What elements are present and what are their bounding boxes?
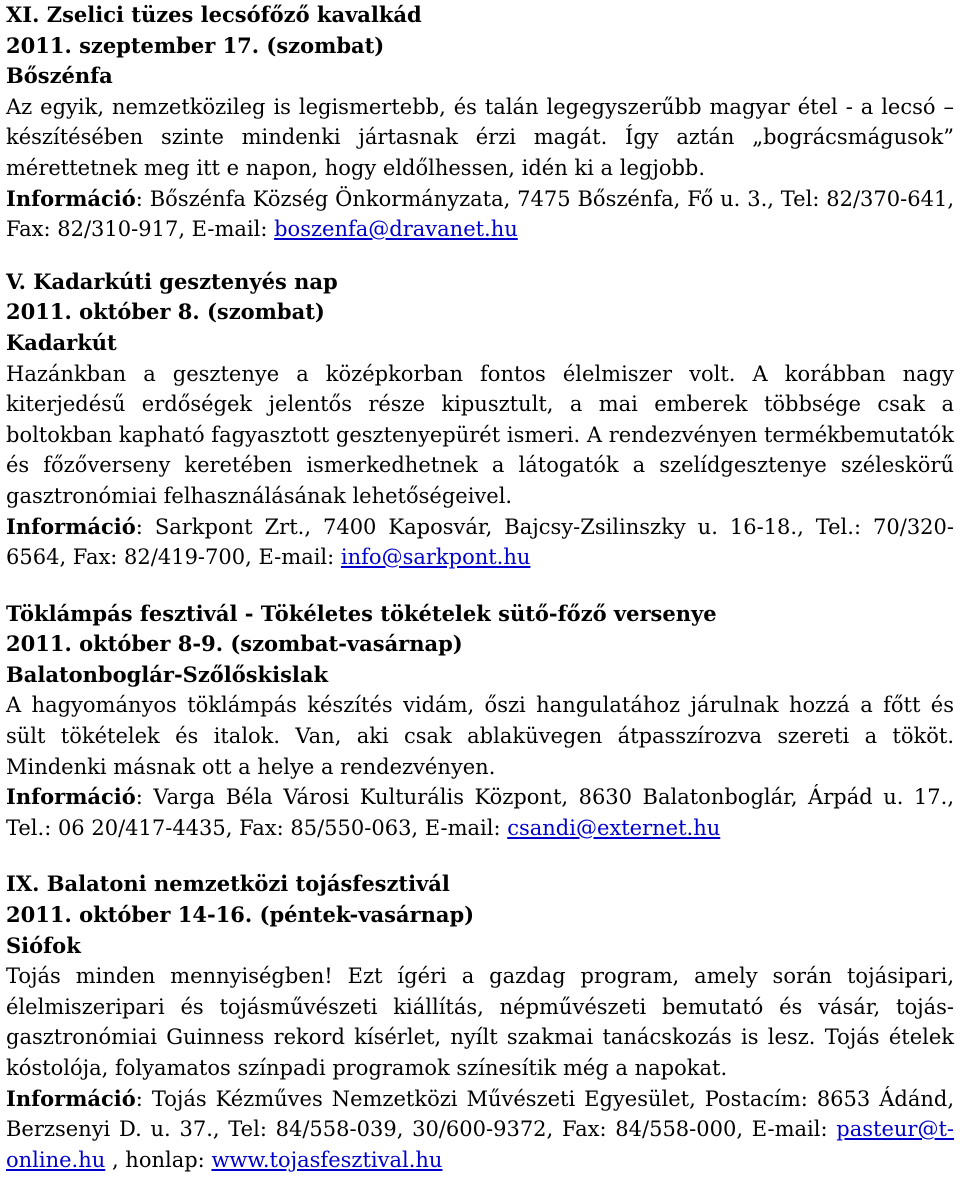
info-label: Információ — [6, 185, 136, 211]
info-label: Információ — [6, 1085, 136, 1111]
event-date: 2011. szeptember 17. (szombat) — [6, 32, 385, 58]
event-description: Az egyik, nemzetközileg is legismertebb, és talán legegyszerűbb magyar étel - a lecsó – készítésében szinte mindenki jártasnak érzi magát. Így aztán „bográcsmágusok” mérettetnek meg itt e napon, hogy eldőlhessen, idén ki a legjobb. — [6, 94, 954, 180]
homepage-link[interactable]: www.tojasfesztival.hu — [211, 1147, 443, 1172]
event-description: Tojás minden mennyiségben! Ezt ígéri a gazdag program, amely során tojásipari, élelmiszeripari és tojásművészeti kiállítás, népművészeti bemutató és vásár, tojás-gasztronómiai Guinness rekord kísérlet, nyílt szakmai tanácskozás is lesz. Tojás ételek kóstolója, folyamatos színpadi programok színesítik még a napokat. — [6, 964, 954, 1080]
event-date: 2011. október 8. (szombat) — [6, 299, 325, 325]
event-title: Töklámpás fesztivál - Tökéletes tökételek sütő-főző versenye — [6, 600, 717, 626]
event-place: Kadarkút — [6, 329, 117, 355]
email-link[interactable]: pasteur@t-online.hu — [6, 1117, 954, 1172]
info-label: Információ — [6, 513, 136, 539]
event-place: Siófok — [6, 932, 81, 958]
spacer — [6, 245, 954, 267]
info-text: : Tojás Kézműves Nemzetközi Művészeti Egyesület, Postacím: 8653 Ádánd, Berzsenyi D. u. 37., Tel: 84/558-039, 30/600-9372, Fax: 84/558-000, E-mail: — [6, 1086, 954, 1142]
event-place: Balatonboglár-Szőlőskislak — [6, 661, 329, 687]
event-boszenfa — [6, 0, 954, 245]
event-kadarkut — [6, 267, 954, 573]
event-info — [6, 1084, 954, 1176]
email-link[interactable]: csandi@externet.hu — [507, 815, 721, 840]
event-date: 2011. október 14-16. (péntek-vasárnap) — [6, 902, 475, 928]
event-info — [6, 184, 954, 245]
event-info — [6, 782, 954, 843]
homepage-separator: , honlap: — [105, 1147, 212, 1172]
spacer — [6, 843, 954, 869]
info-text: : Varga Béla Városi Kulturális Központ, 8630 Balatonboglár, Árpád u. 17., Tel.: 06 20/417-4435, Fax: 85/550-063, E-mail: — [6, 785, 954, 840]
event-description: A hagyományos töklámpás készítés vidám, őszi hangulatához járulnak hozzá a főtt és sült tökételek és italok. Van, aki csak ablaküvegen átpasszírozva szereti a tököt. Mindenki másnak ott a helye a rendezvényen. — [6, 693, 954, 779]
event-description: Hazánkban a gesztenye a középkorban fontos élelmiszer volt. A korábban nagy kiterjedésű erdőségek jelentős része kipusztult, a mai emberek többsége csak a boltokban kapható fagyasztott gesztenyepürét ismeri. A rendezvényen termékbemutatók és főzőverseny keretében ismerkedhetnek a látogatók a szelídgesztenye széleskörű gasztronómiai felhasználásának lehetőségeivel. — [6, 361, 954, 508]
event-place: Bőszénfa — [6, 63, 113, 89]
info-text: : Bőszénfa Község Önkormányzata, 7475 Bőszénfa, Fő u. 3., Tel: 82/370-641, Fax: 82/310-917, E-mail: — [6, 186, 954, 242]
event-tojasfesztival — [6, 869, 954, 1175]
event-title: IX. Balatoni nemzetközi tojásfesztivál — [6, 871, 450, 897]
event-title: V. Kadarkúti gesztenyés nap — [6, 268, 338, 294]
event-date: 2011. október 8-9. (szombat-vasárnap) — [6, 631, 463, 657]
event-info — [6, 512, 954, 573]
email-link[interactable]: boszenfa@dravanet.hu — [274, 217, 518, 242]
event-toklampas — [6, 599, 954, 844]
event-title: XI. Zselici tüzes lecsófőző kavalkád — [6, 2, 422, 27]
spacer — [6, 573, 954, 599]
info-label: Információ — [6, 784, 136, 810]
email-link[interactable]: info@sarkpont.hu — [340, 545, 531, 570]
info-text: : Sarkpont Zrt., 7400 Kaposvár, Bajcsy-Zsilinszky u. 16-18., Tel.: 70/320-6564, Fax: 82/419-700, E-mail: — [6, 514, 954, 570]
